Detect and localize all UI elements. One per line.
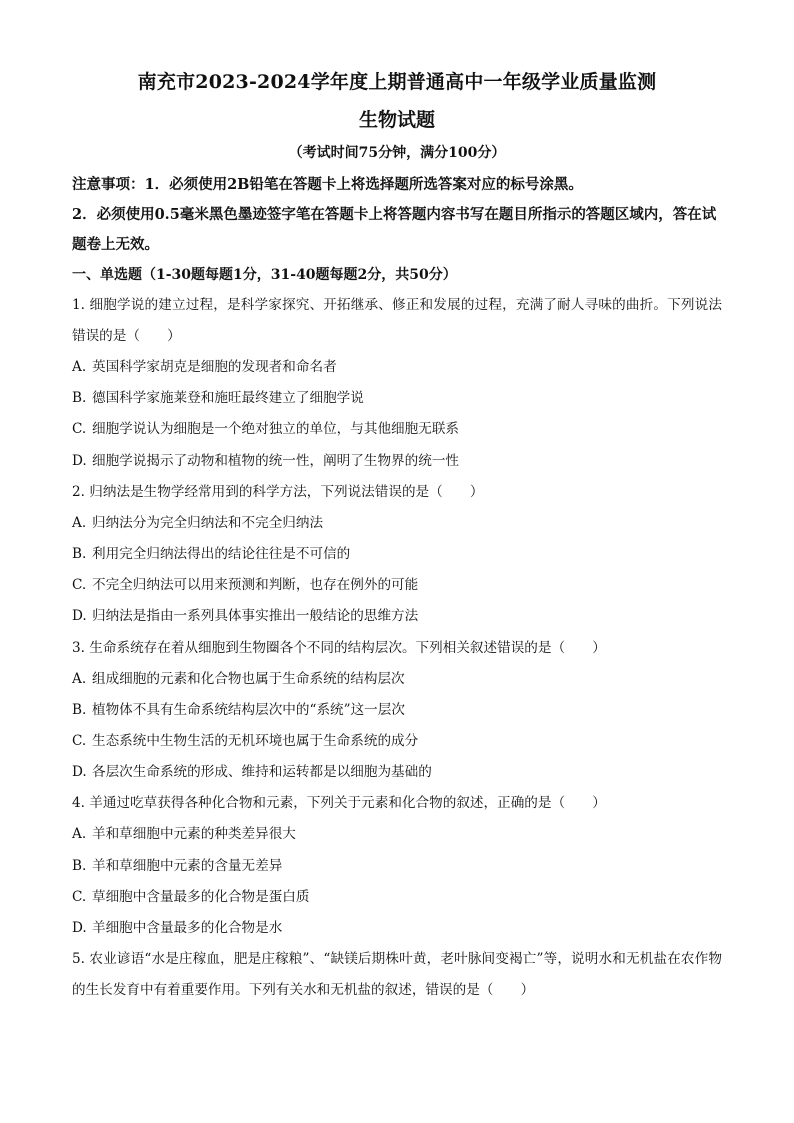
page-title: 南充市2023-2024学年度上期普通高中一年级学业质量监测 bbox=[137, 71, 657, 93]
option-text: 不完全归纳法可以用来预测和判断，也存在例外的可能 bbox=[92, 577, 419, 594]
option-letter: B. bbox=[72, 546, 87, 563]
option-b bbox=[72, 695, 722, 726]
option-text: 利用完全归纳法得出的结论往往是不可信的 bbox=[92, 546, 351, 563]
option-c bbox=[72, 414, 722, 445]
option-d bbox=[72, 601, 722, 632]
question-stem: 5. 农业谚语“水是庄稼血，肥是庄稼粮”、“缺镁后期株叶黄，老叶脉间变褐亡”等，说明水和无机盐在农作物的生长发育中有着重要作用。下列有关水和无机盐的叙述，错误的是（ ） bbox=[72, 951, 722, 999]
option-c bbox=[72, 726, 722, 757]
option-letter: D. bbox=[72, 920, 87, 937]
option-letter: C. bbox=[72, 888, 87, 905]
question-3 bbox=[72, 633, 722, 789]
option-letter: A. bbox=[72, 514, 87, 531]
option-letter: D. bbox=[72, 764, 87, 781]
option-letter: C. bbox=[72, 733, 87, 750]
option-letter: D. bbox=[72, 452, 87, 469]
option-text: 归纳法是指由一系列具体事实推出一般结论的思维方法 bbox=[92, 608, 419, 625]
question-5 bbox=[72, 944, 722, 1006]
section-heading: 一、单选题（1-30题每题1分，31-40题每题2分，共50分） bbox=[72, 267, 457, 283]
option-c bbox=[72, 882, 722, 913]
question-2 bbox=[72, 477, 722, 633]
option-a bbox=[72, 664, 722, 695]
option-text: 各层次生命系统的形成、维持和运转都是以细胞为基础的 bbox=[92, 764, 432, 781]
option-text: 植物体不具有生命系统结构层次中的“系统”这一层次 bbox=[92, 701, 405, 718]
option-text: 英国科学家胡克是细胞的发现者和命名者 bbox=[92, 359, 337, 375]
question-stem: 1. 细胞学说的建立过程，是科学家探究、开拓继承、修正和发展的过程，充满了耐人寻味的曲折。下列说法错误的是（ ） bbox=[72, 297, 722, 344]
option-text: 草细胞中含量最多的化合物是蛋白质 bbox=[92, 888, 310, 905]
option-text: 羊和草细胞中元素的含量无差异 bbox=[92, 857, 283, 874]
question-stem: 2. 归纳法是生物学经常用到的科学方法，下列说法错误的是（ ） bbox=[72, 483, 484, 500]
option-c bbox=[72, 570, 722, 601]
notice-1: 注意事项：1．必须使用2B铅笔在答题卡上将选择题所选答案对应的标号涂黑。 bbox=[72, 176, 583, 193]
option-text: 归纳法分为完全归纳法和不完全归纳法 bbox=[92, 514, 324, 531]
exam-page bbox=[72, 68, 722, 1006]
option-letter: B. bbox=[72, 701, 87, 718]
option-letter: D. bbox=[72, 608, 87, 625]
option-letter: C. bbox=[72, 577, 87, 594]
option-text: 羊细胞中含量最多的化合物是水 bbox=[92, 920, 283, 937]
option-b bbox=[72, 851, 722, 882]
option-d bbox=[72, 757, 722, 788]
option-letter: A. bbox=[72, 826, 87, 843]
option-text: 生态系统中生物生活的无机环境也属于生命系统的成分 bbox=[92, 733, 419, 750]
option-letter: B. bbox=[72, 390, 87, 407]
option-text: 组成细胞的元素和化合物也属于生命系统的结构层次 bbox=[92, 670, 405, 687]
option-text: 德国科学家施莱登和施旺最终建立了细胞学说 bbox=[92, 390, 364, 407]
option-b bbox=[72, 539, 722, 570]
notice-2: 2．必须使用0.5毫米黑色墨迹签字笔在答题卡上将答题内容书写在题目所指示的答题区域内，答在试题卷上无效。 bbox=[72, 206, 717, 253]
page-subtitle: 生物试题 bbox=[358, 109, 435, 131]
question-stem: 3. 生命系统存在着从细胞到生物圈各个不同的结构层次。下列相关叙述错误的是（ ） bbox=[72, 639, 606, 656]
question-stem: 4. 羊通过吃草获得各种化合物和元素，下列关于元素和化合物的叙述，正确的是（ ） bbox=[72, 795, 606, 812]
option-b bbox=[72, 383, 722, 414]
option-a bbox=[72, 819, 722, 850]
option-letter: B. bbox=[72, 857, 87, 874]
option-d bbox=[72, 446, 722, 477]
option-letter: C. bbox=[72, 421, 87, 438]
option-a bbox=[72, 352, 722, 383]
option-d bbox=[72, 913, 722, 944]
question-4 bbox=[72, 788, 722, 944]
exam-info: （考试时间75分钟，满分100分） bbox=[288, 145, 506, 161]
option-letter: A. bbox=[72, 359, 87, 375]
option-text: 细胞学说揭示了动物和植物的统一性，阐明了生物界的统一性 bbox=[92, 452, 460, 469]
option-letter: A. bbox=[72, 670, 87, 687]
option-text: 细胞学说认为细胞是一个绝对独立的单位，与其他细胞无联系 bbox=[92, 421, 460, 438]
question-1 bbox=[72, 290, 722, 477]
option-text: 羊和草细胞中元素的种类差异很大 bbox=[92, 826, 296, 843]
option-a bbox=[72, 508, 722, 539]
